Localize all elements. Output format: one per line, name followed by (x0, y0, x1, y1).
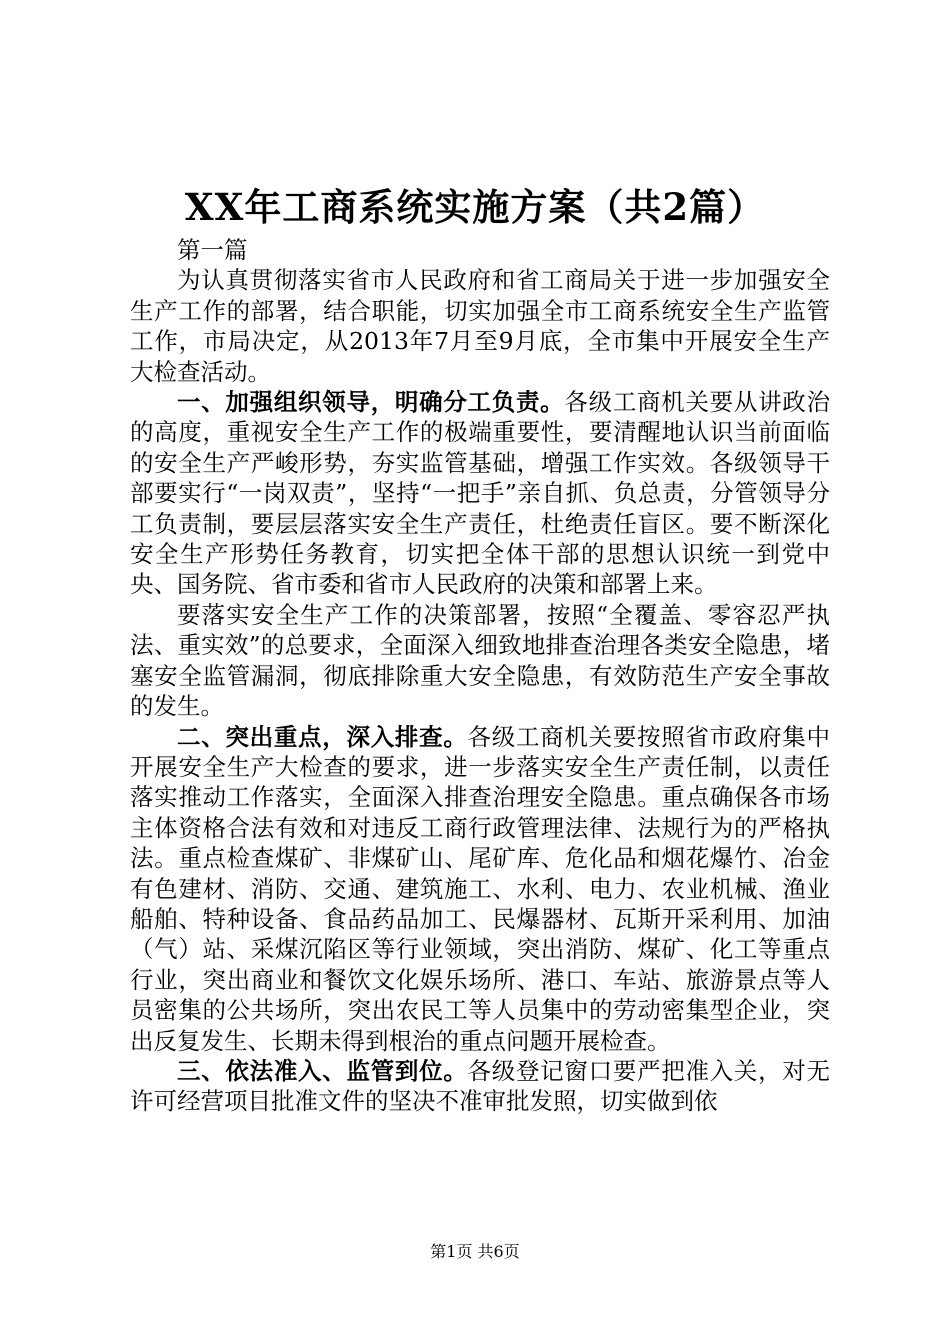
document-title: XX年工商系统实施方案（共2篇） (184, 185, 766, 229)
section-three-paragraph (130, 1056, 830, 1117)
paragraph-text: 各级工商机关要按照省市政府集中开展安全生产大检查的要求，进一步落实安全生产责任制，以责任落实推动工作落实，全面深入排查治理安全隐患。重点确保各市场主体资格合法有效和对违反工商行政管理法律、法规行为的严格执法。重点检查煤矿、非煤矿山、尾矿库、危化品和烟花爆竹、冶金有色建材、消防、交通、建筑施工、水利、电力、农业机械、渔业船舶、特种设备、食品药品加工、民爆器材、瓦斯开采利用、加油（气）站、采煤沉陷区等行业领域，突出消防、煤矿、化工等重点行业，突出商业和餐饮文化娱乐场所、港口、车站、旅游景点等人员密集的公共场所，突出农民工等人员集中的劳动密集型企业，突出反复发生、长期未得到根治的重点问题开展检查。 (130, 722, 831, 1055)
section-heading: 二、突出重点，深入排查。 (177, 722, 468, 751)
section-heading: 一、加强组织领导，明确分工负责。 (177, 388, 565, 417)
section-one-continuation (130, 600, 830, 722)
section-one-paragraph (130, 387, 830, 600)
paragraph-text: 各级工商机关要从讲政治的高度，重视安全生产工作的极端重要性，要清醒地认识当前面临的安全生产严峻形势，夯实监管基础，增强工作实效。各级领导干部要实行“一岗双责”，坚持“一把手”亲自抓、负总责，分管领导分工负责制，要层层落实安全生产责任，杜绝责任盲区。要不断深化安全生产形势任务教育，切实把全体干部的思想认识统一到党中央、国务院、省市委和省市人民政府的决策和部署上来。 (130, 388, 831, 599)
document-body (130, 235, 830, 1117)
paragraph-text: 要落实安全生产工作的决策部署，按照“全覆盖、零容忍严执法、重实效”的总要求，全面深入细致地排查治理各类安全隐患，堵塞安全监管漏洞，彻底排除重大安全隐患，有效防范生产安全事故的发生。 (130, 600, 830, 721)
paragraph-text: 为认真贯彻落实省市人民政府和省工商局关于进一步加强安全生产工作的部署，结合职能，切实加强全市工商系统安全生产监管工作，市局决定，从2013年7月至9月底，全市集中开展安全生产大检查活动。 (130, 266, 830, 386)
intro-paragraph (130, 265, 830, 387)
section-heading: 三、依法准入、监管到位。 (177, 1056, 468, 1085)
paragraph-text: 各级登记窗口要严把准入关，对无许可经营项目批准文件的坚决不准审批发照，切实做到依 (130, 1056, 831, 1116)
section-label: 第一篇 (177, 236, 248, 264)
section-two-paragraph (130, 722, 830, 1056)
page-footer: 第1页 共6页 (430, 1242, 520, 1261)
